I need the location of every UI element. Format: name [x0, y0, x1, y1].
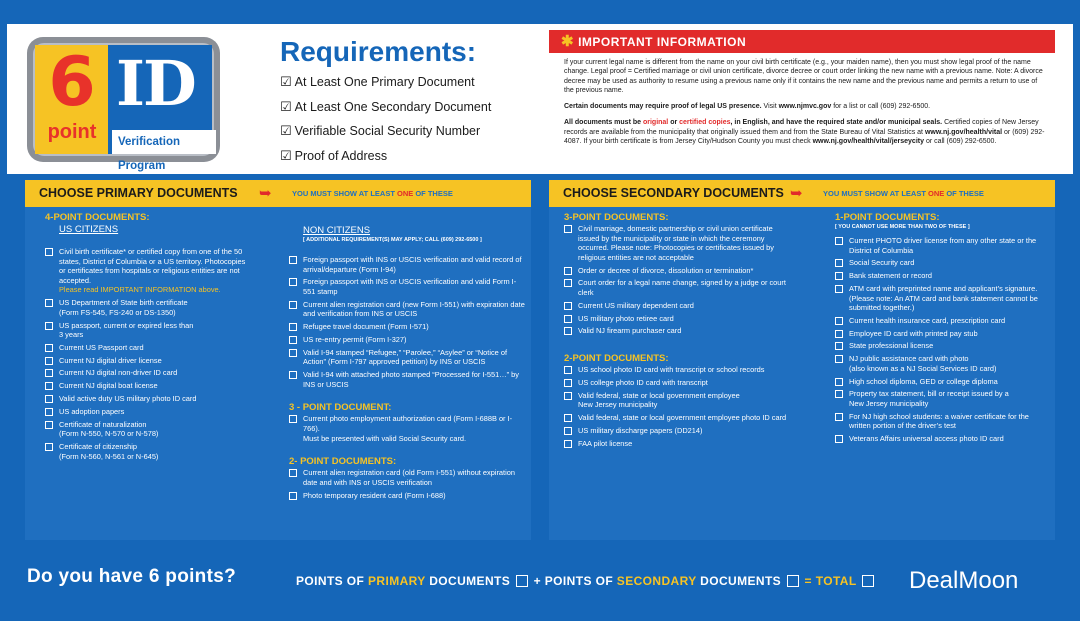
document-checkbox[interactable] — [564, 366, 572, 374]
secondary-one-point-heading: 1-POINT DOCUMENTS: — [835, 212, 940, 223]
checked-box-icon: ☑ — [280, 148, 292, 164]
document-item[interactable]: Property tax statement, bill or receipt issued by a New Jersey municipality — [835, 389, 1047, 408]
secondary-points-box[interactable] — [787, 575, 799, 587]
arrow-right-icon: ➥ — [790, 184, 803, 202]
document-item[interactable]: Foreign passport with INS or USCIS verification and valid record of arrival/departure (Form I-94) — [289, 255, 525, 274]
document-item[interactable]: Order or decree of divorce, dissolution or termination* — [564, 266, 796, 276]
requirements-title: Requirements: — [280, 36, 477, 67]
primary-header-bar — [25, 180, 531, 207]
document-item[interactable]: US passport, current or expired less than 3 years — [45, 321, 250, 340]
arrow-right-icon: ➥ — [259, 184, 272, 202]
document-checkbox[interactable] — [564, 302, 572, 310]
document-item[interactable]: Certificate of naturalization (Form N-550, N-570 or N-578) — [45, 420, 250, 439]
document-item[interactable]: US Department of State birth certificate (Form FS-545, FS-240 or DS-1350) — [45, 298, 250, 317]
important-information-body — [549, 53, 1055, 146]
logo-number: 6 — [48, 43, 96, 122]
total-points-box[interactable] — [862, 575, 874, 587]
njmvc-link[interactable]: www.njmvc.gov — [778, 103, 832, 111]
document-checkbox[interactable] — [835, 259, 843, 267]
document-item[interactable]: ATM card with preprinted name and applicant’s signature. (Please note: An ATM card and bank statement cannot be submitted together.) — [835, 284, 1047, 313]
requirements-block — [280, 34, 550, 168]
checked-box-icon: ☑ — [280, 124, 292, 139]
document-item[interactable]: For NJ high school students: a waiver certificate for the written portion of the driver’s test — [835, 412, 1047, 431]
secondary-documents-panel — [549, 180, 1055, 540]
document-item[interactable]: US college photo ID card with transcript — [564, 378, 796, 388]
non-citizens-list — [289, 255, 525, 389]
document-item[interactable]: Current photo employment authorization card (Form I-688B or I-766). Must be presented with valid Social Security card. — [289, 414, 525, 443]
document-checkbox[interactable] — [45, 421, 53, 429]
document-checkbox[interactable] — [564, 440, 572, 448]
logo-point-text: point — [47, 121, 97, 143]
document-checkbox[interactable] — [45, 443, 53, 451]
info-paragraph-legal-presence: Certain documents may require proof of legal US presence. Visit www.njmvc.gov for a list or call (609) 292-6500. — [564, 103, 931, 111]
document-checkbox[interactable] — [564, 392, 572, 400]
document-checkbox[interactable] — [289, 336, 297, 344]
document-item[interactable]: FAA pilot license — [564, 439, 796, 449]
document-checkbox[interactable] — [835, 378, 843, 386]
document-checkbox[interactable] — [45, 357, 53, 365]
document-checkbox[interactable] — [564, 267, 572, 275]
primary-title: CHOOSE PRIMARY DOCUMENTS — [39, 186, 238, 200]
non-citizens-note: [ ADDITIONAL REQUIREMENT(S) MAY APPLY; CALL (609) 292-6500 ] — [303, 237, 482, 243]
footer — [0, 552, 1080, 621]
document-item-note: Please read IMPORTANT INFORMATION above. — [59, 285, 221, 295]
secondary-one-point-list — [835, 236, 1047, 444]
document-checkbox[interactable] — [564, 414, 572, 422]
dealmoon-watermark: DealMoon — [909, 567, 1019, 594]
document-item[interactable]: Civil birth certificate* or certified copy from one of the 50 states, District of Columbia or a US territory. Photocopies or certificates from hospitals or religious entities are not accepted. Please read IMPORTANT INFORMATION above. — [45, 247, 250, 295]
primary-three-point-heading: 3 - POINT DOCUMENT: — [289, 402, 392, 414]
document-item[interactable]: Veterans Affairs universal access photo ID card — [835, 434, 1047, 444]
document-checkbox[interactable] — [564, 279, 572, 287]
document-item[interactable]: Current alien registration card (old Form I-551) without expiration date and with INS or USCIS verification — [289, 468, 525, 487]
document-item[interactable]: Valid I-94 with attached photo stamped “Processed for I-551…” by INS or USCIS — [289, 370, 525, 389]
document-checkbox[interactable] — [45, 395, 53, 403]
secondary-one-point-note: [ YOU CANNOT USE MORE THAN TWO OF THESE ] — [835, 224, 970, 230]
document-item[interactable]: US military photo retiree card — [564, 314, 796, 324]
document-checkbox[interactable] — [45, 369, 53, 377]
secondary-three-point-heading: 3-POINT DOCUMENTS: — [564, 212, 669, 223]
primary-three-point-list — [289, 414, 525, 443]
document-item[interactable]: Refugee travel document (Form I-571) — [289, 322, 525, 332]
document-item[interactable]: Valid I-94 stamped “Refugee,” “Parolee,” “Asylee” or “Notice of Action” (Form I-797 approved petition) by INS or USCIS — [289, 348, 525, 367]
document-item[interactable]: Current US military dependent card — [564, 301, 796, 311]
secondary-title: CHOOSE SECONDARY DOCUMENTS — [563, 186, 784, 200]
document-item[interactable]: Valid NJ firearm purchaser card — [564, 326, 796, 336]
document-checkbox[interactable] — [289, 256, 297, 264]
jersey-city-link[interactable]: www.nj.gov/health/vital/jerseycity — [812, 138, 924, 146]
info-paragraph-name-change: If your current legal name is different from the name on your civil birth certificate (e.g., your maiden name), then you must show legal proof of the name change. Legal proof = Certified marriage or civil union certificate, divorce decree or court order linking the new name with a previous name. Note: A divorce decree may be used as authority to resume using a previous name only if it contains the new name and the previous name and permits a return to use of the previous name. — [564, 59, 1043, 94]
secondary-header-bar — [549, 180, 1055, 207]
secondary-requirement-note: YOU MUST SHOW AT LEAST ONE OF THESE — [823, 189, 984, 198]
document-checkbox[interactable] — [835, 355, 843, 363]
primary-four-point-heading: 4-POINT DOCUMENTS: — [45, 212, 150, 223]
document-item[interactable]: NJ public assistance card with photo (also known as a NJ Social Services ID card) — [835, 354, 1047, 373]
document-item[interactable]: Current NJ digital non-driver ID card — [45, 368, 250, 378]
document-item[interactable]: Employee ID card with printed pay stub — [835, 329, 1047, 339]
primary-non-citizens-column — [289, 225, 525, 504]
primary-two-point-heading: 2- POINT DOCUMENTS: — [289, 456, 397, 468]
document-checkbox[interactable] — [564, 379, 572, 387]
requirements-list — [280, 70, 550, 168]
document-item[interactable]: Certificate of citizenship (Form N-560, N-561 or N-645) — [45, 442, 250, 461]
document-checkbox[interactable] — [564, 315, 572, 323]
document-checkbox[interactable] — [835, 390, 843, 398]
requirement-item: ☑ Verifiable Social Security Number — [280, 124, 481, 139]
document-item[interactable]: US re-entry permit (Form I-327) — [289, 335, 525, 345]
document-checkbox[interactable] — [289, 349, 297, 357]
document-checkbox[interactable] — [835, 237, 843, 245]
document-checkbox[interactable] — [564, 327, 572, 335]
document-checkbox[interactable] — [45, 344, 53, 352]
document-item[interactable]: Current US Passport card — [45, 343, 250, 353]
document-checkbox[interactable] — [835, 285, 843, 293]
document-checkbox[interactable] — [45, 299, 53, 307]
primary-requirement-note: YOU MUST SHOW AT LEAST ONE OF THESE — [292, 189, 453, 198]
document-checkbox[interactable] — [45, 322, 53, 330]
logo-program-text: Verification Program — [112, 130, 216, 154]
document-checkbox[interactable] — [45, 408, 53, 416]
document-checkbox[interactable] — [835, 413, 843, 421]
secondary-two-point-heading: 2-POINT DOCUMENTS: — [564, 353, 669, 365]
asterisk-icon: ✱ — [561, 33, 575, 50]
important-information-header: ✱ IMPORTANT INFORMATION — [549, 30, 1055, 53]
document-item[interactable]: High school diploma, GED or college diploma — [835, 377, 1047, 387]
document-checkbox[interactable] — [45, 382, 53, 390]
top-section — [7, 24, 1073, 174]
secondary-left-column — [564, 212, 796, 451]
document-checkbox[interactable] — [289, 301, 297, 309]
document-item[interactable]: Current PHOTO driver license from any other state or the District of Columbia — [835, 236, 1047, 255]
document-checkbox[interactable] — [289, 469, 297, 477]
document-item[interactable]: Bank statement or record — [835, 271, 1047, 281]
document-checkbox[interactable] — [835, 435, 843, 443]
document-item[interactable]: US military discharge papers (DD214) — [564, 426, 796, 436]
document-checkbox[interactable] — [289, 323, 297, 331]
document-item[interactable]: Social Security card — [835, 258, 1047, 268]
document-item[interactable]: State professional license — [835, 341, 1047, 351]
secondary-two-point-list — [564, 365, 796, 448]
document-checkbox[interactable] — [289, 371, 297, 379]
document-checkbox[interactable] — [835, 342, 843, 350]
secondary-right-column — [835, 212, 1047, 447]
document-checkbox[interactable] — [835, 330, 843, 338]
document-item[interactable]: US adoption papers — [45, 407, 250, 417]
document-checkbox[interactable] — [289, 278, 297, 286]
document-checkbox[interactable] — [45, 248, 53, 256]
document-item[interactable]: Valid federal, state or local government employee photo ID card — [564, 413, 796, 423]
document-item[interactable]: US school photo ID card with transcript or school records — [564, 365, 796, 375]
document-checkbox[interactable] — [564, 427, 572, 435]
primary-points-box[interactable] — [516, 575, 528, 587]
primary-documents-panel — [25, 180, 531, 540]
document-checkbox[interactable] — [835, 272, 843, 280]
document-item[interactable]: Current NJ digital driver license — [45, 356, 250, 366]
requirement-item: ☑ At Least One Secondary Document — [280, 99, 492, 115]
info-paragraph-originals: All documents must be original or certified copies, in English, and have the required state and/or municipal seals. Certified copies of New Jersey records are available from the municipality that originally issued them and from the State Bureau of Vital Statistics at www.nj.gov/health/vital or (609) 292-4087. If your birth certificate is from Jersey City/Hudson County you must check www.nj.gov/health/vital/jerseycity or call (609) 292-6500. — [564, 119, 1045, 146]
checked-box-icon: ☑ — [280, 75, 292, 90]
six-point-id-logo — [27, 37, 220, 172]
document-checkbox[interactable] — [289, 415, 297, 423]
primary-us-citizens-column — [45, 212, 250, 464]
document-item[interactable]: Valid active duty US military photo ID card — [45, 394, 250, 404]
document-checkbox[interactable] — [289, 492, 297, 500]
points-question: Do you have 6 points? — [27, 566, 236, 587]
important-information — [549, 30, 1055, 153]
document-item[interactable]: Foreign passport with INS or USCIS verification and valid Form I-551 stamp — [289, 277, 525, 296]
document-checkbox[interactable] — [564, 225, 572, 233]
secondary-three-point-list — [564, 224, 796, 336]
checked-box-icon: ☑ — [280, 99, 292, 115]
document-item[interactable]: Court order for a legal name change, signed by a judge or court clerk — [564, 278, 796, 297]
primary-two-point-list — [289, 468, 525, 500]
vital-records-link[interactable]: www.nj.gov/health/vital — [924, 128, 1003, 136]
document-item[interactable]: Civil marriage, domestic partnership or civil union certificate issued by the municipality or state in which the ceremony occurred. Please note: Photocopies or certificates issued by religious entities are not acceptable — [564, 224, 796, 262]
requirement-item: ☑ At Least One Primary Document — [280, 75, 475, 90]
requirement-item: ☑ Proof of Address — [280, 148, 388, 164]
us-citizens-heading: US CITIZENS — [59, 224, 119, 235]
document-item[interactable]: Current health insurance card, prescription card — [835, 316, 1047, 326]
points-formula: POINTS OF PRIMARY DOCUMENTS + POINTS OF SECONDARY DOCUMENTS = TOTAL — [296, 574, 876, 588]
document-item[interactable]: Current NJ digital boat license — [45, 381, 250, 391]
logo-id-text: ID — [116, 47, 195, 120]
non-citizens-heading: NON CITIZENS — [303, 225, 371, 236]
document-item[interactable]: Valid federal, state or local government employee New Jersey municipality — [564, 391, 796, 410]
document-item[interactable]: Photo temporary resident card (Form I-688) — [289, 491, 525, 501]
us-citizens-list — [45, 247, 250, 461]
document-checkbox[interactable] — [835, 317, 843, 325]
document-item[interactable]: Current alien registration card (new Form I-551) with expiration date and verification from INS or USCIS — [289, 300, 525, 319]
